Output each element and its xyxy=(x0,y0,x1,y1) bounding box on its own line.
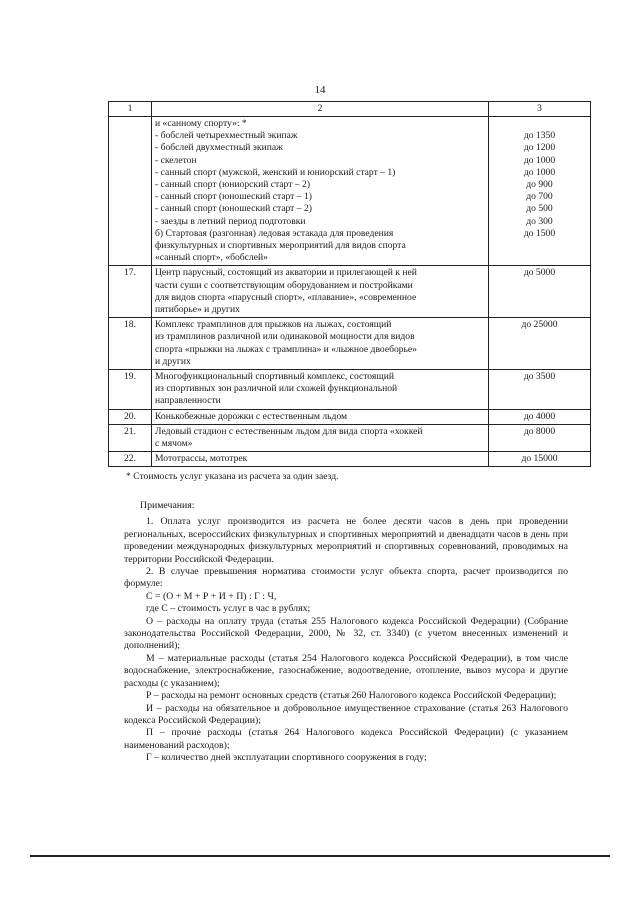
row-description xyxy=(152,117,489,266)
cost-formula: С = (О + М + Р + И + П) : Г : Ч, xyxy=(146,590,277,602)
row-description xyxy=(152,318,489,370)
table-row xyxy=(109,409,591,424)
price-value: до 1000 xyxy=(523,166,556,178)
row-text-line: - бобслей двухместный экипаж xyxy=(155,142,283,154)
row-price: до 5000 xyxy=(489,266,591,318)
table-header-row xyxy=(109,102,591,117)
price-value xyxy=(492,118,587,130)
row-text-line: б) Стартовая (разгонная) ледовая эстакада для проведения xyxy=(155,227,394,239)
row-description xyxy=(152,370,489,410)
row-text-line: - санный спорт (мужской, женский и юниорский старт – 1) xyxy=(155,166,396,178)
row-number xyxy=(109,117,152,266)
row-text-line: направленности xyxy=(155,395,221,407)
row-price: до 15000 xyxy=(489,452,591,467)
price-value: до 1200 xyxy=(523,142,556,154)
page-number: 14 xyxy=(314,84,326,96)
table-row xyxy=(109,424,591,451)
table-row xyxy=(109,318,591,370)
table-row xyxy=(109,370,591,410)
row-text-line: - скелетон xyxy=(155,154,197,166)
row-text-line: Мототрассы, мототрек xyxy=(155,453,248,465)
row-text-line: для видов спорта «парусный спорт», «плавание», «современное xyxy=(155,291,417,303)
row-text-line: Многофункциональный спортивный комплекс, состоящий xyxy=(155,371,394,383)
row-text-line: - санный спорт (юношеский старт – 2) xyxy=(155,203,312,215)
header-col-3: 3 xyxy=(489,102,591,117)
row-text-line: и других xyxy=(155,355,191,367)
row-text-line: спорта «прыжки на лыжах с трамплина» и «лыжное двоеборье» xyxy=(155,343,417,355)
row-text-line: - санный спорт (юношеский старт – 1) xyxy=(155,191,312,203)
row-text-line: Ледовый стадион с естественным льдом для вида спорта «хоккей xyxy=(155,425,423,437)
formula-term-p: П – прочие расходы (статья 264 Налогового кодекса Российской Федерации) (с указанием наименований расходов); xyxy=(124,727,568,751)
row-number: 17. xyxy=(109,266,152,318)
row-text-line: из спортивных зон различной или схожей функциональной xyxy=(155,383,398,395)
row-price: до 25000 xyxy=(489,318,591,370)
row-text-line: из трамплинов различной или одинаковой мощности для видов xyxy=(155,331,415,343)
table-footnote: * Стоимость услуг указана из расчета за один заезд. xyxy=(126,471,339,482)
formula-term-g: Г – количество дней эксплуатации спортивного сооружения в году; xyxy=(146,752,427,764)
row-number: 19. xyxy=(109,370,152,410)
row-text-line: Центр парусный, состоящий из акватории и прилегающей к ней xyxy=(155,267,417,279)
row-text-line: - заезды в летний период подготовки xyxy=(155,215,306,227)
row-price: до 4000 xyxy=(489,409,591,424)
row-text-line: - бобслей четырехместный экипаж xyxy=(155,130,298,142)
price-value: до 1350 xyxy=(523,130,556,142)
table-row xyxy=(109,266,591,318)
row-text-line: с мячом» xyxy=(155,438,193,450)
row-number: 18. xyxy=(109,318,152,370)
formula-term-i: И – расходы на обязательное и добровольное имущественное страхование (статья 263 Налогового кодекса Российской Федерации); xyxy=(124,702,568,726)
price-value: до 300 xyxy=(526,215,553,227)
table-row xyxy=(109,117,591,266)
row-number: 22. xyxy=(109,452,152,467)
sports-facility-price-table xyxy=(108,101,591,467)
notes-title: Примечания: xyxy=(140,500,195,511)
price-value: до 700 xyxy=(526,191,553,203)
price-value: до 900 xyxy=(526,179,553,191)
row-text-line: физкультурных и спортивных мероприятий для видов спорта xyxy=(155,240,406,252)
row-description xyxy=(152,266,489,318)
row-description xyxy=(152,452,489,467)
row-text-line: Комплекс трамплинов для прыжков на лыжах, состоящий xyxy=(155,319,392,331)
formula-term-o: О – расходы на оплату труда (статья 255 Налогового кодекса Российской Федерации) (Собрание законодательства Российской Федерации, 2000, № 32, ст. 3340) (с учетом внесенных изменений и дополнений); xyxy=(124,615,568,652)
row-text-line: части суши с соответствующим оборудованием и постройками xyxy=(155,279,413,291)
table-row xyxy=(109,452,591,467)
formula-term-r: Р – расходы на ремонт основных средств (статья 260 Налогового кодекса Российской Федерации); xyxy=(146,690,557,702)
note-paragraph: 1. Оплата услуг производится из расчета не более десяти часов в день при проведении региональных, всероссийских физкультурных и спортивных мероприятий и двенадцати часов в день при проведении международных физкультурных мероприятий и спортивных соревнований, проводимых на территории Российской Федерации. xyxy=(124,516,568,565)
formula-term-m: М – материальные расходы (статья 254 Налогового кодекса Российской Федерации), в том числе водоснабжение, электроснабжение, газоснабжение, водоотведение, отопление, вывоз мусора и другие расходы (с указанием); xyxy=(124,652,568,689)
row-text-line: и «санному спорту»: * xyxy=(155,118,247,129)
row-text-line: пятиборье» и других xyxy=(155,304,240,316)
price-value: до 1000 xyxy=(523,154,556,166)
header-col-1: 1 xyxy=(109,102,152,117)
row-price: до 8000 xyxy=(489,424,591,451)
row-text-line: «санный спорт», «бобслей» xyxy=(155,252,268,264)
row-price xyxy=(489,117,591,266)
header-col-2: 2 xyxy=(152,102,489,117)
row-number: 21. xyxy=(109,424,152,451)
row-description xyxy=(152,409,489,424)
page-bottom-rule xyxy=(30,855,610,857)
row-number: 20. xyxy=(109,409,152,424)
price-value: до 1500 xyxy=(523,227,556,239)
price-value: до 500 xyxy=(526,203,553,215)
row-text-line: Конькобежные дорожки с естественным льдом xyxy=(155,410,348,422)
row-price: до 3500 xyxy=(489,370,591,410)
formula-where: где С – стоимость услуг в час в рублях; xyxy=(146,603,311,615)
note-paragraph: 2. В случае превышения норматива стоимости услуг объекта спорта, расчет производится по формуле: xyxy=(124,566,568,590)
row-description xyxy=(152,424,489,451)
row-text-line: - санный спорт (юниорский старт – 2) xyxy=(155,179,311,191)
notes-section xyxy=(124,500,568,765)
